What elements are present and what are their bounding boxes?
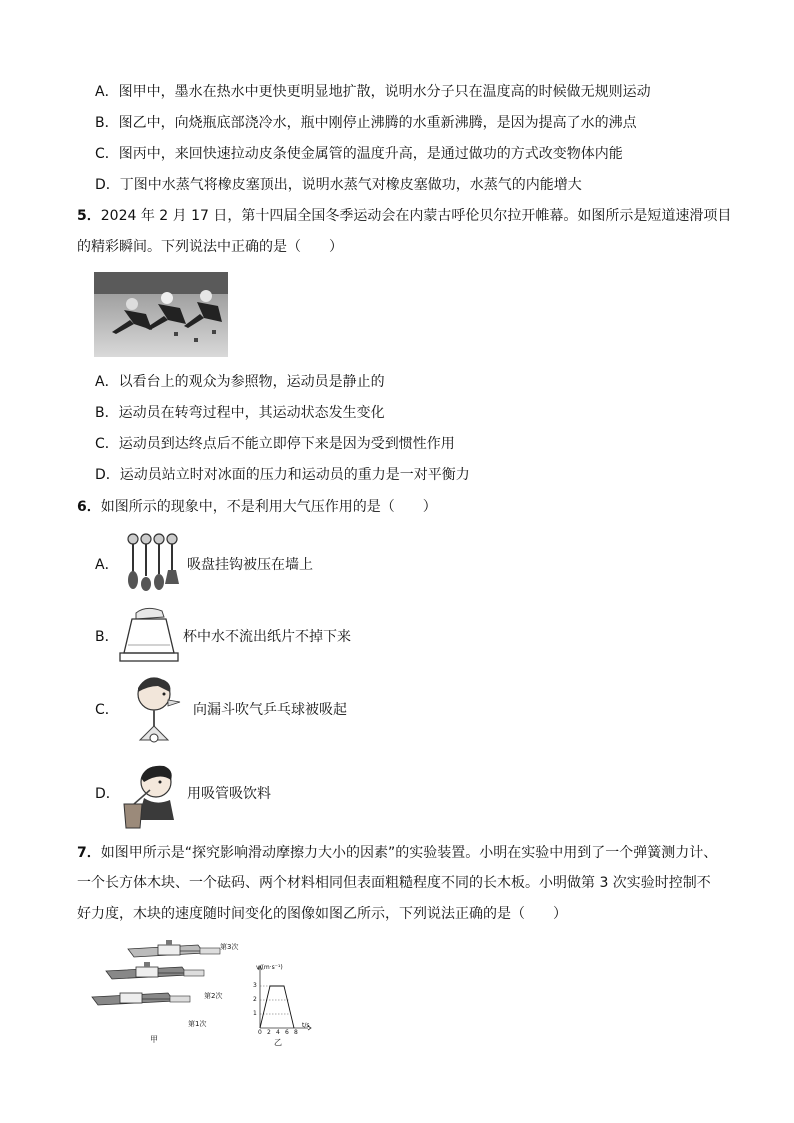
q7-stem-line3: 好力度，木块的速度随时间变化的图像如图乙所示，下列说法正确的是（ ） bbox=[77, 906, 567, 922]
q4-option-d: D．丁图中水蒸气将橡皮塞顶出，说明水蒸气对橡皮塞做功，水蒸气的内能增大 bbox=[95, 177, 582, 193]
q6-stem bbox=[77, 497, 437, 517]
graph-ytick-3: 3 bbox=[253, 982, 257, 989]
q5-number: 5． bbox=[77, 208, 101, 224]
graph-ytick-1: 1 bbox=[253, 1010, 257, 1017]
q5-option-a: A．以看台上的观众为参照物，运动员是静止的 bbox=[95, 374, 385, 390]
graph-y-label: v/(m·s⁻¹) bbox=[256, 964, 283, 971]
q6-option-a-letter: A． bbox=[95, 557, 119, 573]
q4-option-a: A．图甲中，墨水在热水中更快更明显地扩散，说明水分子只在温度高的时候做无规则运动 bbox=[95, 84, 651, 100]
speed-skating-photo bbox=[94, 272, 228, 357]
q6-stem-text: 如图所示的现象中，不是利用大气压作用的是（ ） bbox=[100, 499, 437, 515]
graph-x-label: t/s bbox=[302, 1022, 310, 1029]
suction-hooks-image bbox=[124, 532, 184, 592]
q6-option-c-text: 向漏斗吹气乒乓球被吸起 bbox=[193, 702, 347, 718]
q5-stem-line1 bbox=[77, 206, 731, 226]
q6-option-a-text: 吸盘挂钩被压在墙上 bbox=[187, 557, 313, 573]
graph-xtick-8: 8 bbox=[294, 1029, 298, 1036]
velocity-time-graph bbox=[250, 964, 312, 1048]
q4-option-c: C．图丙中，来回快速拉动皮条使金属管的温度升高，是通过做功的方式改变物体内能 bbox=[95, 146, 623, 162]
q5-option-c: C．运动员到达终点后不能立即停下来是因为受到惯性作用 bbox=[95, 436, 455, 452]
trial-3-label: 第3次 bbox=[220, 943, 239, 951]
q7-number: 7． bbox=[77, 845, 101, 861]
q5-option-d: D．运动员站立时对冰面的压力和运动员的重力是一对平衡力 bbox=[95, 467, 470, 483]
figure-caption-jia: 甲 bbox=[150, 1035, 158, 1044]
q5-option-b: B．运动员在转弯过程中，其运动状态发生变化 bbox=[95, 405, 385, 421]
cup-paper-image bbox=[118, 605, 180, 665]
q7-stem-line2: 一个长方体木块、一个砝码、两个材料相同但表面粗糙程度不同的长木板。小明做第 3 次实验时控制不 bbox=[77, 875, 711, 891]
q4-option-b: B．图乙中，向烧瓶底部浇冷水，瓶中刚停止沸腾的水重新沸腾，是因为提高了水的沸点 bbox=[95, 115, 637, 131]
q6-option-c-letter: C． bbox=[95, 702, 119, 718]
funnel-blow-image bbox=[118, 672, 190, 746]
graph-xtick-6: 6 bbox=[285, 1029, 289, 1036]
q6-option-d-letter: D． bbox=[95, 786, 120, 802]
q6-option-b-letter: B． bbox=[95, 629, 119, 645]
graph-ytick-2: 2 bbox=[253, 996, 257, 1003]
straw-drink-image bbox=[120, 760, 188, 832]
q6-option-d-text: 用吸管吸饮料 bbox=[187, 786, 271, 802]
graph-xtick-4: 4 bbox=[276, 1029, 280, 1036]
graph-xtick-2: 2 bbox=[267, 1029, 271, 1036]
q6-number: 6． bbox=[77, 499, 101, 515]
q6-option-b-text: 杯中水不流出纸片不掉下来 bbox=[183, 629, 351, 645]
friction-apparatus-figure bbox=[88, 935, 248, 1047]
graph-xtick-0: 0 bbox=[258, 1029, 262, 1036]
q7-stem-line1 bbox=[77, 843, 717, 863]
q7-stem-text: 如图甲所示是“探究影响滑动摩擦力大小的因素”的实验装置。小明在实验中用到了一个弹簧测力计、 bbox=[100, 845, 718, 861]
trial-1-label: 第1次 bbox=[188, 1020, 207, 1028]
q5-stem-text: 2024 年 2 月 17 日，第十四届全国冬季运动会在内蒙古呼伦贝尔拉开帷幕。如图所示是短道速滑项目 bbox=[100, 208, 732, 224]
trial-2-label: 第2次 bbox=[204, 992, 223, 1000]
figure-caption-yi: 乙 bbox=[274, 1038, 282, 1047]
q5-stem-line2: 的精彩瞬间。下列说法中正确的是（ ） bbox=[77, 239, 343, 255]
